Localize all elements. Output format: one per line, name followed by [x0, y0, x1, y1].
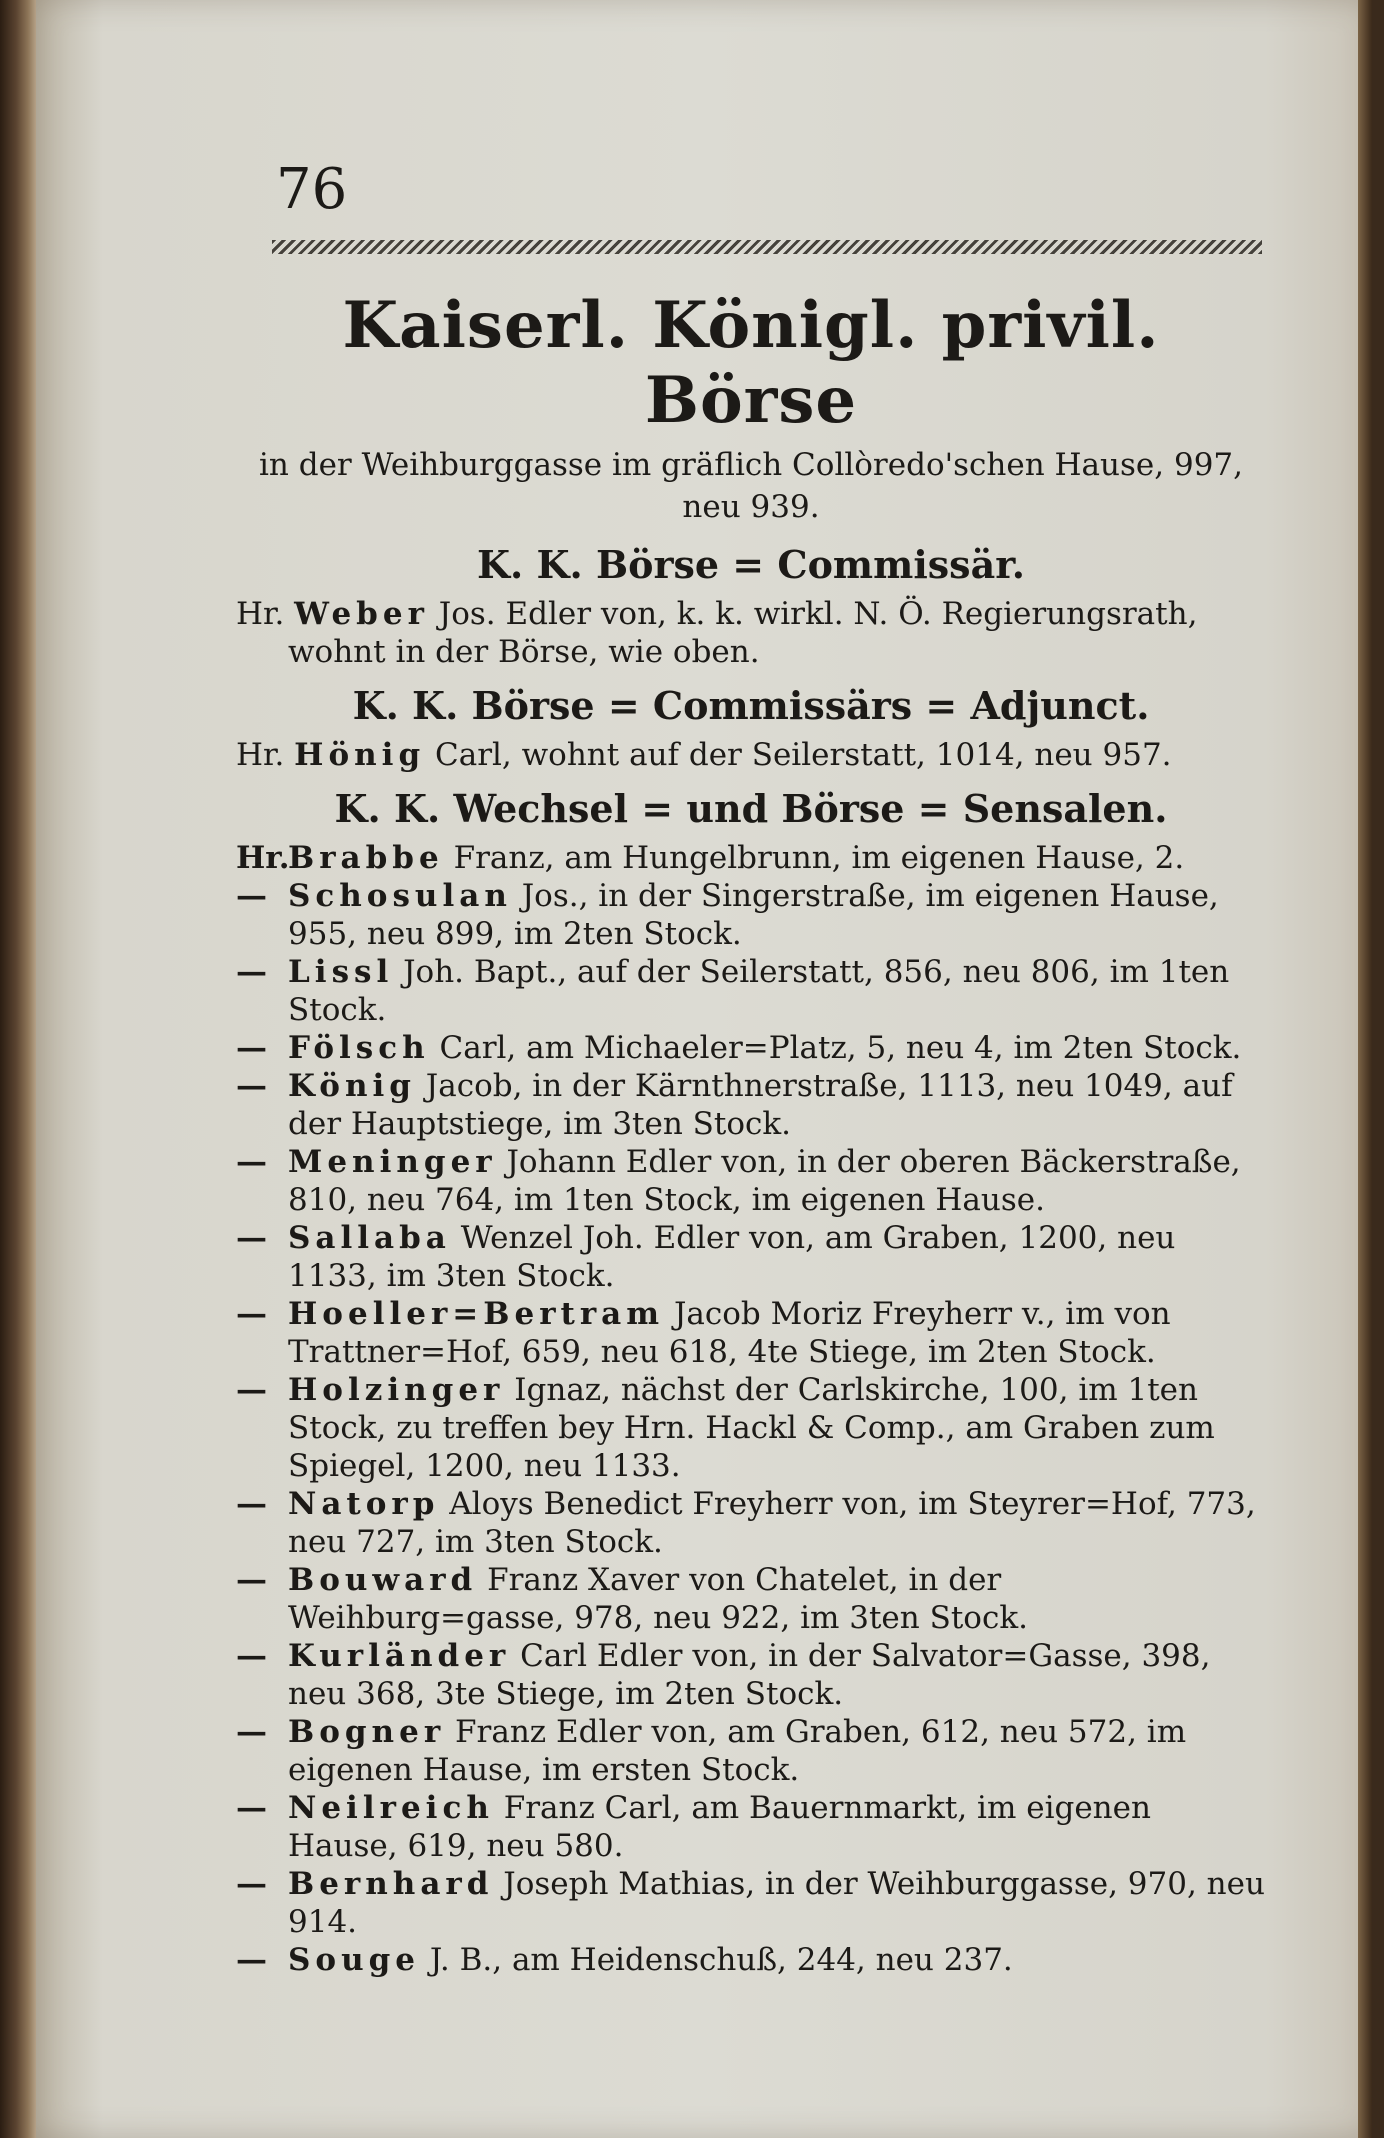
list-item [236, 1143, 1266, 1219]
entry-text: Jacob, in der Kärnthnerstraße, 1113, neu 1049, auf der Hauptstiege, im 3ten Stock. [288, 1068, 1233, 1142]
entry-text: Carl, am Michaeler=Platz, 5, neu 4, im 2ten Stock. [439, 1030, 1242, 1066]
entry-text: J. B., am Heidenschuß, 244, neu 237. [429, 1942, 1013, 1978]
book-binding-edge [0, 0, 40, 2138]
dash-mark: — [236, 954, 267, 990]
commissar-entry [236, 595, 1266, 671]
list-item [236, 1067, 1266, 1143]
dash-mark: — [236, 1220, 267, 1256]
list-item [236, 1485, 1266, 1561]
entry-text: Ignaz, nächst der Carlskirche, 100, im 1ten Stock, zu treffen bey Hrn. Hackl & Comp., am Graben zum Spiegel, 1200, neu 1133. [288, 1372, 1215, 1484]
page-subtitle: in der Weihburggasse im gräflich Collòredo'schen Hause, 997, neu 939. [259, 447, 1243, 525]
list-item [236, 1865, 1266, 1941]
entry-text: Aloys Benedict Freyherr von, im Steyrer=Hof, 773, neu 727, im 3ten Stock. [288, 1486, 1256, 1560]
entry-name: Schosulan [288, 878, 512, 914]
entry-name: Sallaba [288, 1220, 451, 1256]
list-item [236, 1295, 1266, 1371]
dash-mark: — [236, 1942, 267, 1978]
entry-text: Franz, am Hungelbrunn, im eigenen Hause, 2. [453, 840, 1185, 876]
entry-text: Joh. Bapt., auf der Seilerstatt, 856, neu 806, im 1ten Stock. [288, 954, 1230, 1028]
entry-name: Lissl [288, 954, 394, 990]
section-heading-sensalen: K. K. Wechsel = und Börse = Sensalen. [334, 786, 1168, 831]
entry-name: Hoeller=Bertram [288, 1296, 665, 1332]
entry-prefix: Hr. [236, 737, 285, 773]
list-item [236, 1219, 1266, 1295]
list-item [236, 839, 1266, 877]
list-item [236, 1789, 1266, 1865]
entry-name: König [288, 1068, 416, 1104]
adjunct-entry [236, 736, 1266, 774]
dash-mark: — [236, 1790, 267, 1826]
entry-text: Franz Carl, am Bauernmarkt, im eigenen Hause, 619, neu 580. [288, 1790, 1151, 1864]
entry-name: Neilreich [288, 1790, 494, 1826]
page-content [236, 150, 1266, 1979]
entry-name: Meninger [288, 1144, 497, 1180]
sensalen-list [236, 839, 1266, 1979]
dash-mark: — [236, 1068, 267, 1104]
list-item [236, 1029, 1266, 1067]
list-item [236, 1637, 1266, 1713]
entry-text: Jos. Edler von, k. k. wirkl. N. Ö. Regierungsrath, wohnt in der Börse, wie oben. [288, 596, 1198, 670]
dash-mark: — [236, 1638, 267, 1674]
entry-name: Fölsch [288, 1030, 430, 1066]
dash-mark: — [236, 1144, 267, 1180]
entry-prefix: Hr. [236, 840, 290, 876]
dash-mark: — [236, 1296, 267, 1332]
dash-mark: — [236, 1866, 267, 1902]
page-number: 76 [276, 157, 348, 222]
dash-mark: — [236, 878, 267, 914]
entry-text: Franz Edler von, am Graben, 612, neu 572, im eigenen Hause, im ersten Stock. [288, 1714, 1187, 1788]
entry-name: Brabbe [288, 840, 444, 876]
list-item [236, 1713, 1266, 1789]
entry-text: Johann Edler von, in der oberen Bäckerstraße, 810, neu 764, im 1ten Stock, im eigenen Hause. [288, 1144, 1241, 1218]
dash-mark: — [236, 1562, 267, 1598]
entry-name: Bernhard [288, 1866, 494, 1902]
entry-text: Carl Edler von, in der Salvator=Gasse, 398, neu 368, 3te Stiege, im 2ten Stock. [288, 1638, 1211, 1712]
list-item [236, 1561, 1266, 1637]
list-item [236, 877, 1266, 953]
entry-name: Bogner [288, 1714, 446, 1750]
entry-text: Wenzel Joh. Edler von, am Graben, 1200, neu 1133, im 3ten Stock. [288, 1220, 1176, 1294]
entry-text: Jacob Moriz Freyherr v., im von Trattner=Hof, 659, neu 618, 4te Stiege, im 2ten Stock. [288, 1296, 1171, 1370]
dash-mark: — [236, 1714, 267, 1750]
list-item [236, 1941, 1266, 1979]
entry-text: Franz Xaver von Chatelet, in der Weihburg=gasse, 978, neu 922, im 3ten Stock. [288, 1562, 1028, 1636]
entry-text: Jos., in der Singerstraße, im eigenen Hause, 955, neu 899, im 2ten Stock. [288, 878, 1219, 952]
list-item [236, 1371, 1266, 1485]
page-right-edge [1358, 0, 1372, 2138]
book-page [36, 0, 1372, 2138]
entry-name: Hönig [294, 737, 426, 773]
dash-mark: — [236, 1030, 267, 1066]
entry-name: Weber [294, 596, 429, 632]
entry-name: Kurländer [288, 1638, 511, 1674]
entry-text: Carl, wohnt auf der Seilerstatt, 1014, neu 957. [435, 737, 1172, 773]
section-heading-adjunct: K. K. Börse = Commissärs = Adjunct. [352, 683, 1150, 728]
page-title: Kaiserl. Königl. privil. Börse [342, 288, 1160, 438]
entry-text: Joseph Mathias, in der Weihburggasse, 970, neu 914. [288, 1866, 1265, 1940]
entry-prefix: Hr. [236, 596, 285, 632]
section-heading-commissar: K. K. Börse = Commissär. [477, 542, 1025, 587]
dash-mark: — [236, 1486, 267, 1522]
list-item [236, 953, 1266, 1029]
entry-name: Bouward [288, 1562, 478, 1598]
ornamental-rule [272, 240, 1262, 254]
entry-name: Holzinger [288, 1372, 505, 1408]
entry-name: Natorp [288, 1486, 440, 1522]
entry-name: Souge [288, 1942, 421, 1978]
dash-mark: — [236, 1372, 267, 1408]
